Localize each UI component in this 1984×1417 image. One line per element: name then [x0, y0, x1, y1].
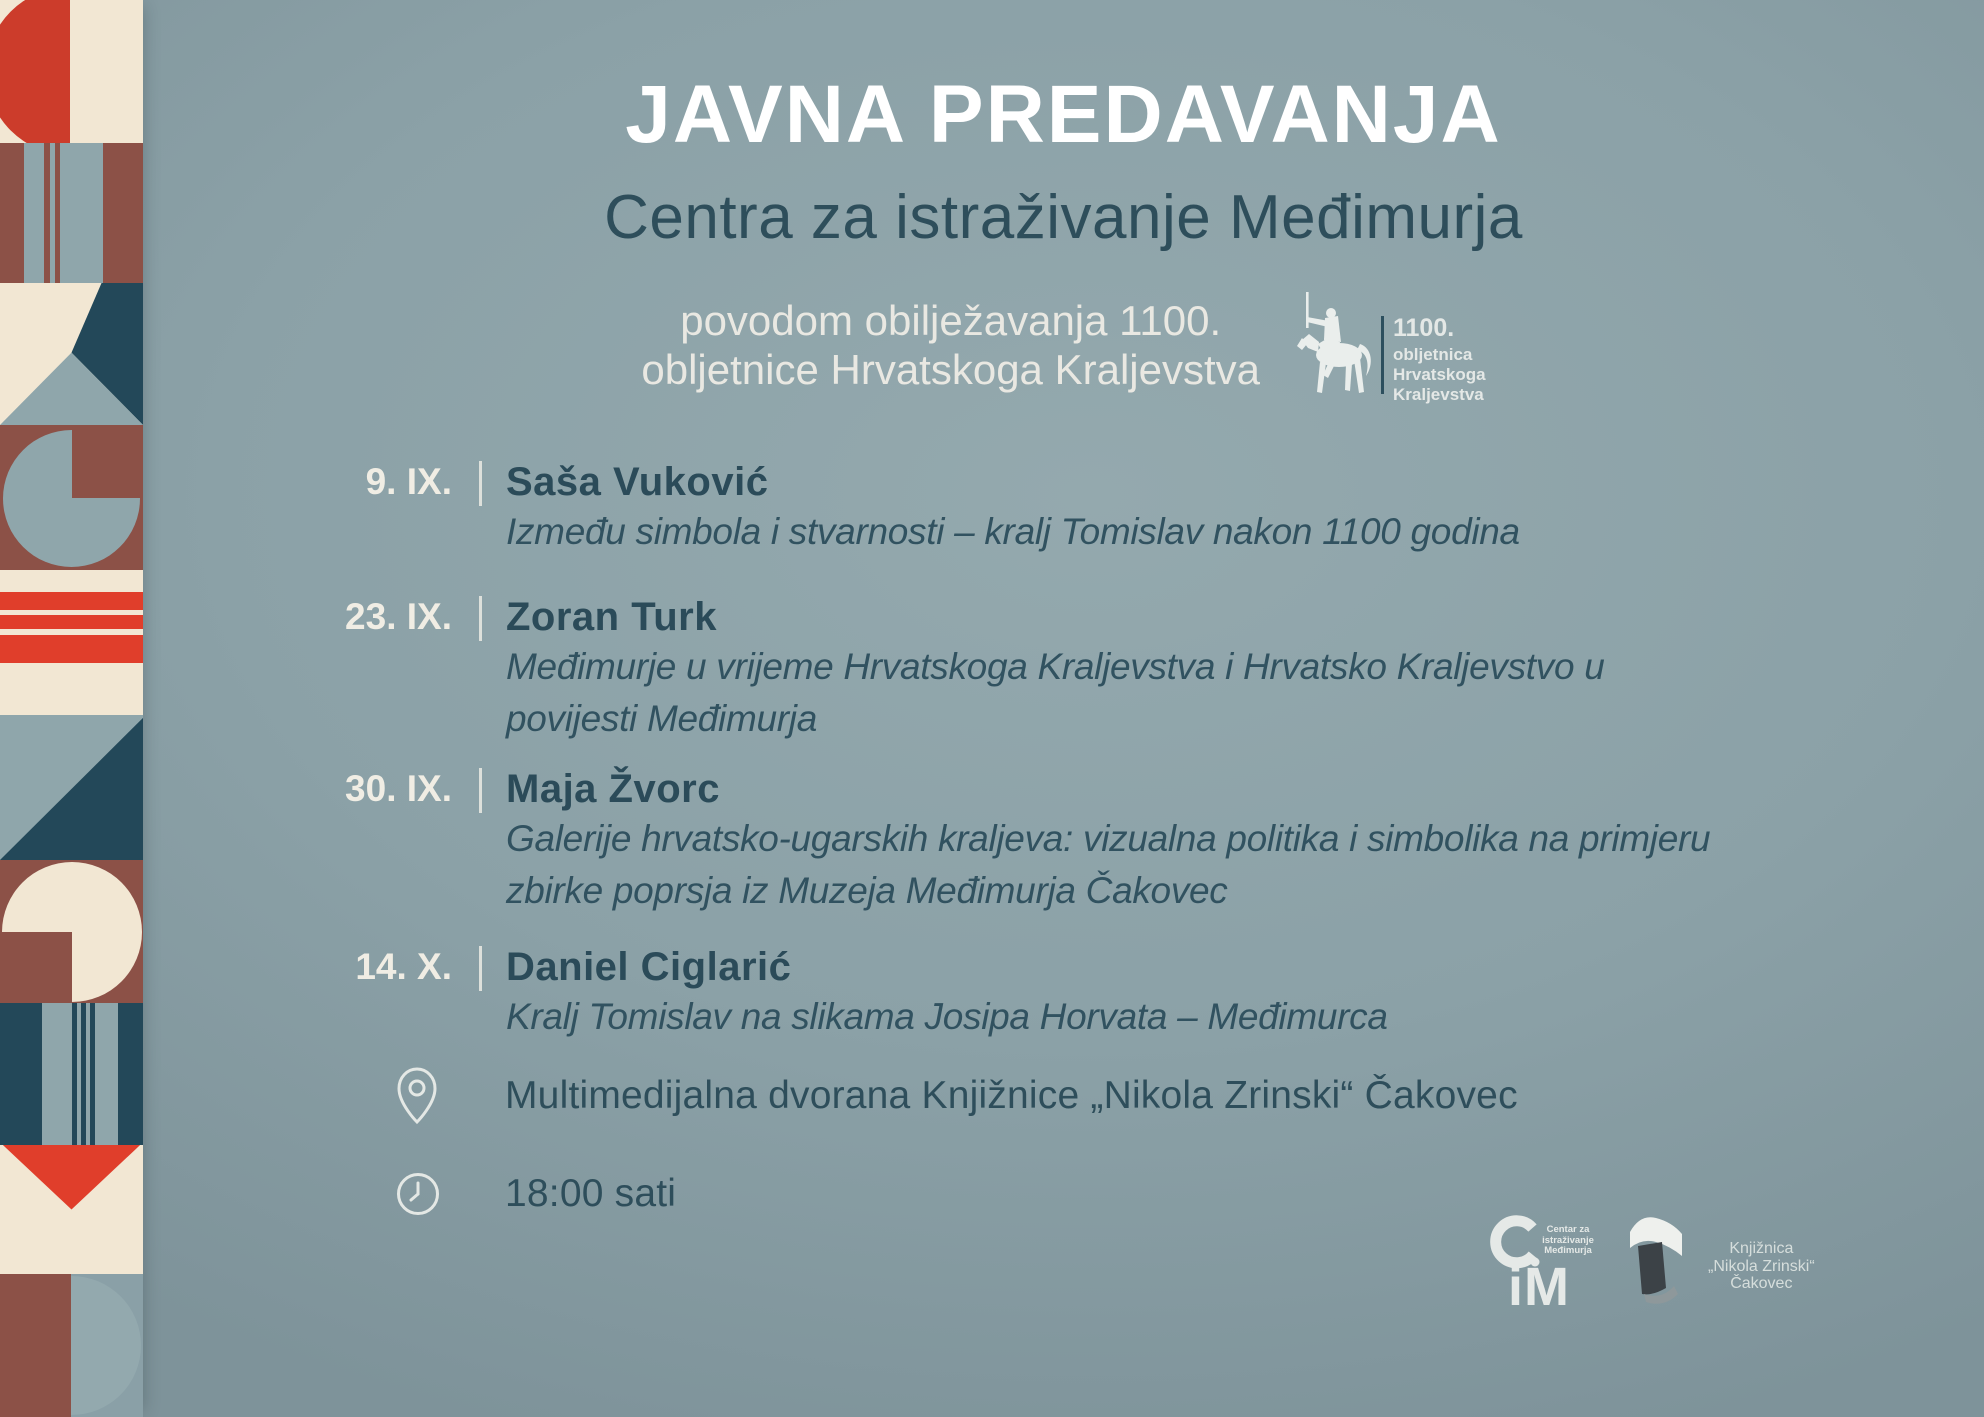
tile-red-semicircle: [0, 0, 143, 143]
lecture-item: [281, 943, 1388, 1043]
library-caption-line: „Nikola Zrinski“: [1708, 1257, 1815, 1275]
library-caption-line: Čakovec: [1730, 1275, 1793, 1292]
lecture-body: [506, 943, 1388, 1043]
tile-navy-triangle: [0, 715, 143, 860]
badge-text: [1393, 316, 1486, 405]
date-separator: [479, 461, 482, 506]
brick-notch-shape: [72, 425, 143, 498]
occasion-line-2: obljetnice Hrvatskoga Kraljevstva: [641, 346, 1260, 393]
page-title: JAVNA PREDAVANJA: [625, 69, 1502, 160]
clock-icon: [396, 1172, 440, 1216]
lecture-speaker: Saša Vuković: [506, 460, 769, 504]
occasion-text: [641, 292, 1260, 394]
lecture-item: [281, 765, 1710, 917]
cim-caption-line: istraživanje: [1542, 1234, 1594, 1246]
location-pin-icon: [394, 1066, 440, 1126]
tile-red-triangle: [0, 1145, 143, 1274]
lecture-date: 30. IX.: [345, 768, 452, 809]
library-logo: [1622, 1208, 1815, 1314]
decorative-sidebar: [0, 0, 143, 1417]
lecture-item: [281, 593, 1604, 745]
lecture-title-line: Između simbola i stvarnosti – kralj Tomislav nakon 1100 godina: [506, 511, 1520, 552]
king-tomislav-horseman-icon: [1294, 292, 1376, 396]
lecture-body: [506, 458, 1520, 558]
badge-divider: [1381, 316, 1384, 394]
time-text: 18:00 sati: [505, 1172, 677, 1215]
occasion-row: [143, 292, 1984, 405]
tile-cream-circle: [0, 860, 143, 1003]
tile-gray-circle: [0, 425, 143, 570]
tile-brick-stripes: [0, 143, 143, 283]
anniversary-badge: [1294, 292, 1486, 405]
time-row: [281, 1172, 676, 1216]
lecture-speaker: Zoran Turk: [506, 595, 717, 639]
lecture-body: [506, 765, 1710, 917]
lecture-title-line: Kralj Tomislav na slikama Josipa Horvata – Međimurca: [506, 996, 1388, 1037]
cim-caption-line: Međimurja: [1544, 1245, 1592, 1256]
cim-caption: [1524, 1225, 1612, 1257]
lecture-title-line: Međimurje u vrijeme Hrvatskoga Kraljevstva i Hrvatsko Kraljevstvo u: [506, 646, 1605, 687]
page-subtitle: Centra za istraživanje Međimurja: [604, 183, 1523, 252]
venue-row: [281, 1066, 1518, 1126]
time-icon-cell: [281, 1172, 452, 1216]
badge-line: Hrvatskoga: [1393, 365, 1486, 384]
venue-text: Multimedijalna dvorana Knjižnice „Nikola Zrinski“ Čakovec: [505, 1074, 1518, 1117]
badge-year: 1100.: [1393, 314, 1455, 342]
cim-mark: iM: [1508, 1257, 1570, 1317]
badge-line: Kraljevstva: [1393, 385, 1484, 404]
tile-red-stripes: [0, 570, 143, 715]
lecture-speaker: Maja Žvorc: [506, 767, 720, 811]
lecture-title-line: povijesti Međimurja: [506, 698, 817, 739]
lecture-title-line: zbirke poprsja iz Muzeja Međimurja Čakovec: [506, 870, 1228, 911]
occasion-line-1: povodom obilježavanja 1100.: [680, 297, 1222, 344]
lecture-date: 9. IX.: [365, 461, 452, 502]
lecture-date: 23. IX.: [345, 596, 452, 637]
brick-notch-shape: [0, 932, 72, 1003]
venue-icon-cell: [281, 1066, 452, 1126]
tile-triangles: [0, 283, 143, 425]
date-separator: [479, 768, 482, 813]
navy-triangle-shape: [0, 715, 143, 860]
open-book-icon: [1622, 1208, 1692, 1314]
date-separator: [479, 596, 482, 641]
lecture-date: 14. X.: [355, 946, 452, 987]
lecture-item: [281, 458, 1520, 558]
library-caption-line: Knjižnica: [1729, 1240, 1794, 1257]
red-semicircle-shape: [0, 0, 143, 143]
date-separator: [479, 946, 482, 991]
lecture-speaker: Daniel Ciglarić: [506, 945, 792, 989]
tile-navy-stripes: [0, 1003, 143, 1145]
library-caption: [1708, 1240, 1815, 1314]
lecture-body: [506, 593, 1604, 745]
cim-caption-line: Centar za: [1546, 1224, 1590, 1235]
tile-gray-halfdisc: [0, 1274, 143, 1417]
badge-line: obljetnica: [1393, 345, 1473, 364]
lecture-title-line: Galerije hrvatsko-ugarskih kraljeva: vizualna politika i simbolika na primjeru: [506, 818, 1711, 859]
red-triangle-shape: [0, 1145, 143, 1274]
